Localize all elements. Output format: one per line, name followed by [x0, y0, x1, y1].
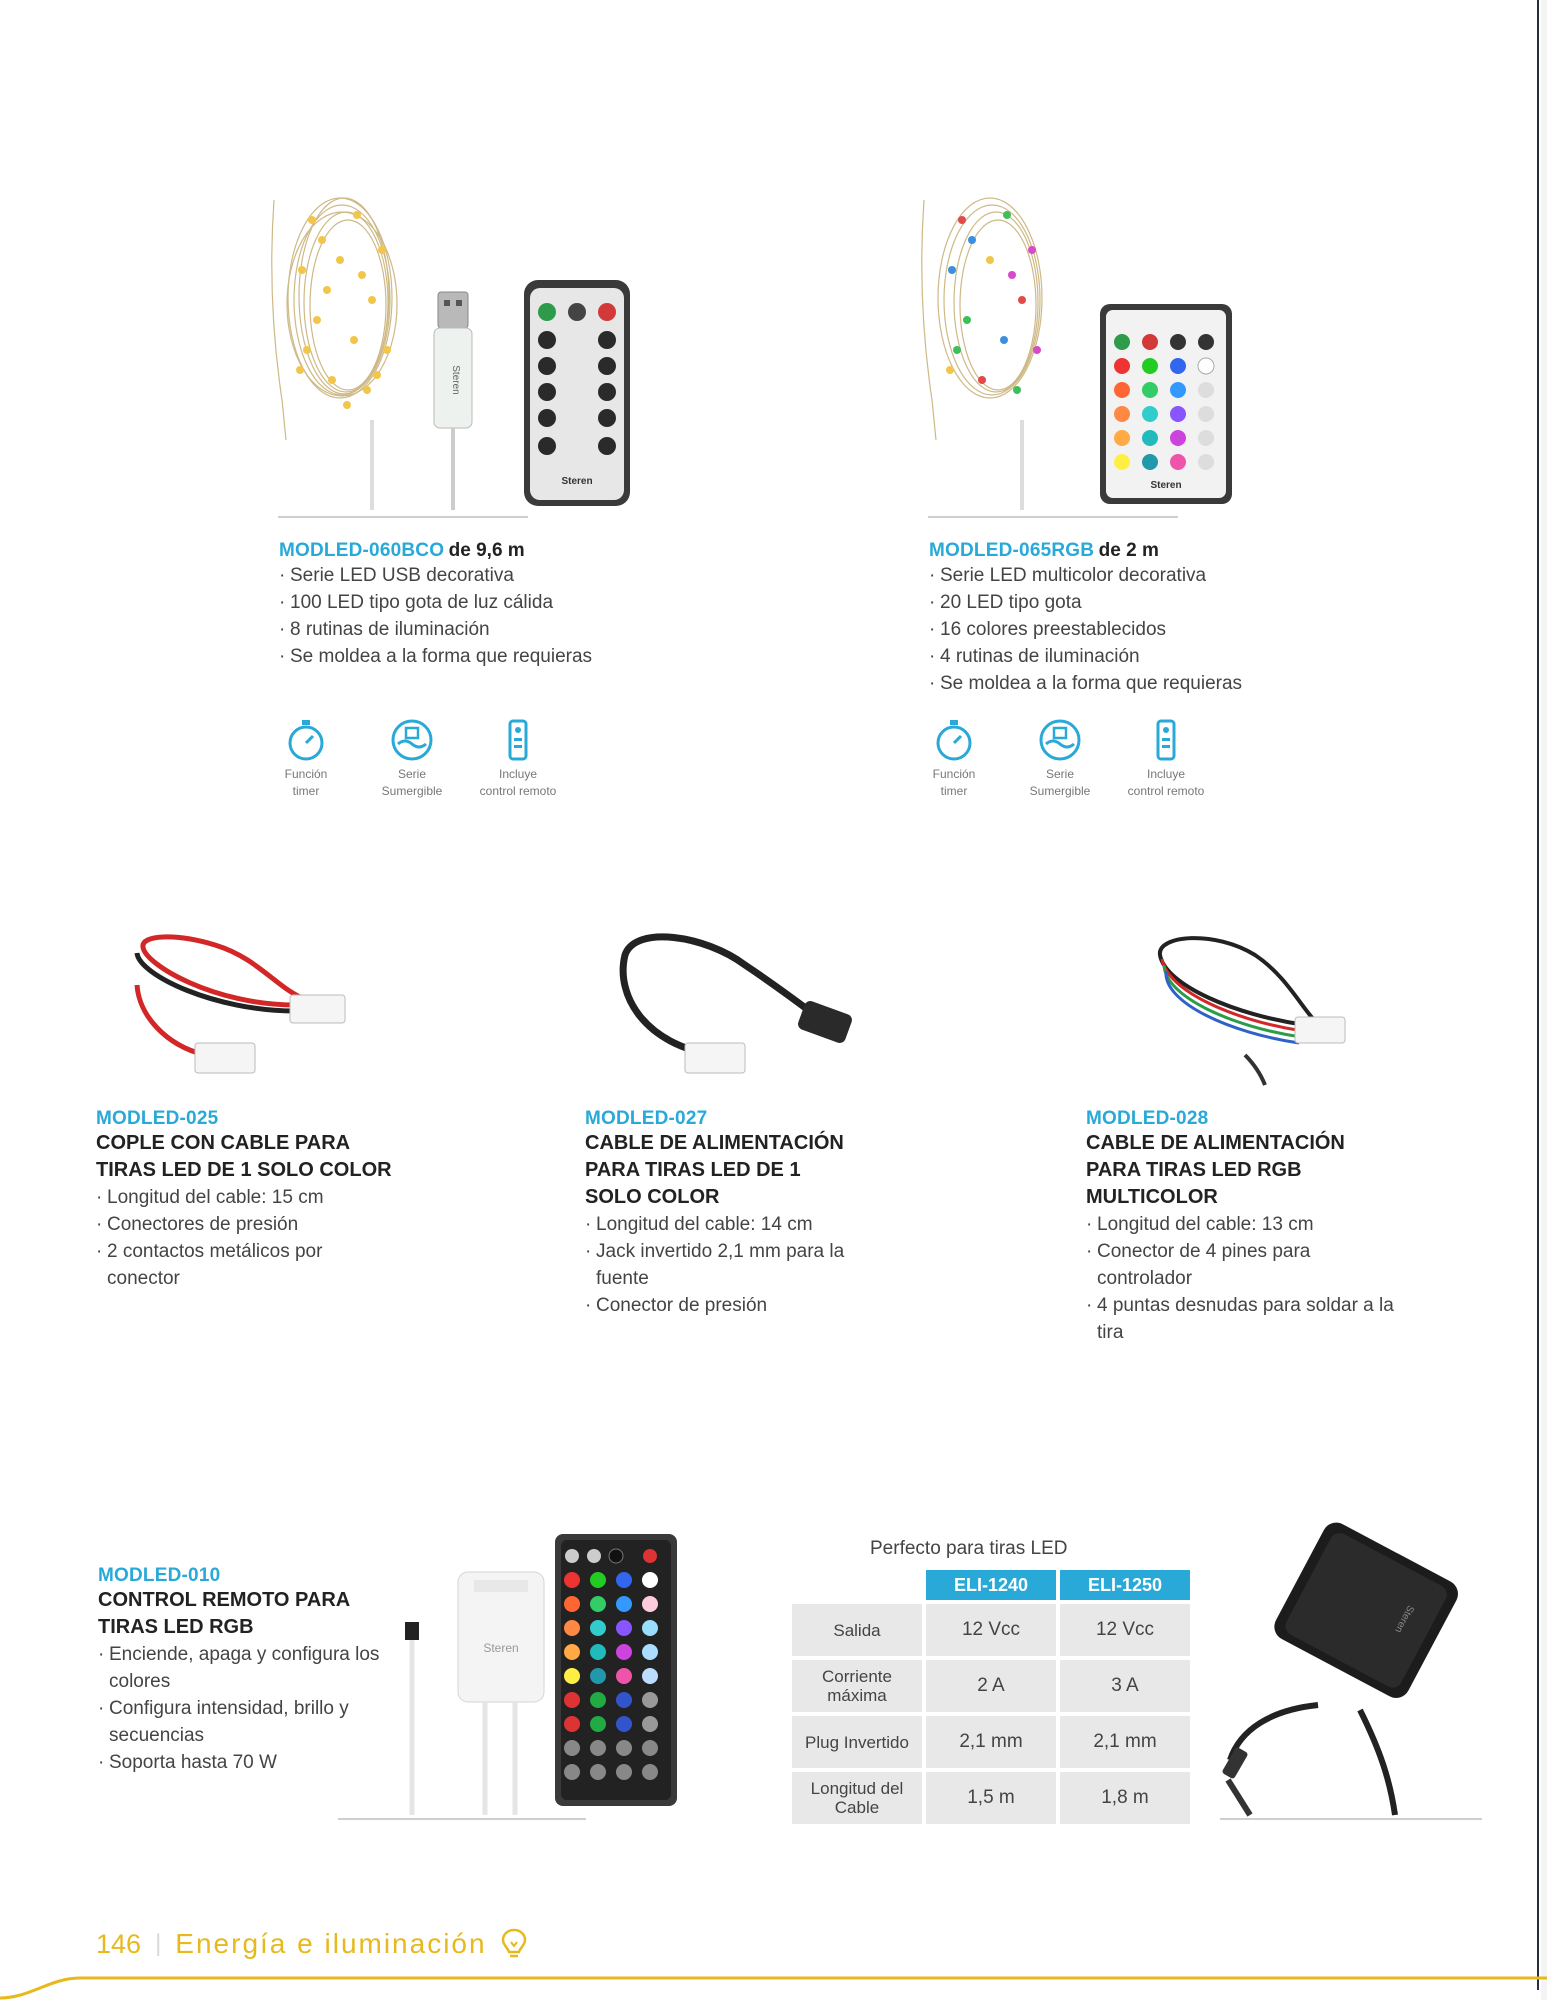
- footer-curve-line: [0, 1958, 1547, 2000]
- power-adapter-image: [1210, 1520, 1490, 1820]
- row-header: Salida: [792, 1604, 922, 1656]
- feature-item: · Longitud del cable: 14 cm: [585, 1211, 855, 1238]
- icon-label: Sumergible: [381, 784, 443, 798]
- product-title: COPLE CON CABLE PARA: [96, 1132, 351, 1154]
- image-baseline: [338, 1818, 586, 1820]
- product-modled-027: [585, 1108, 885, 1319]
- product-code: MODLED-027: [585, 1108, 708, 1129]
- led-string-rgb-image: [912, 180, 1242, 510]
- svg-text:Steren: Steren: [483, 1641, 519, 1655]
- feature-item: · 16 colores preestablecidos: [929, 616, 1242, 643]
- feature-item: · Serie LED multicolor decorativa: [929, 562, 1242, 589]
- feature-item: · 20 LED tipo gota: [929, 589, 1242, 616]
- product-modled-065rgb: [929, 540, 1242, 697]
- icon-label: control remoto: [1127, 784, 1205, 798]
- product-modled-025: [96, 1108, 426, 1292]
- icon-remote: [472, 718, 564, 800]
- product-title: CONTROL REMOTO PARA: [98, 1589, 351, 1611]
- feature-item: · Serie LED USB decorativa: [279, 562, 592, 589]
- feature-item: · Se moldea a la forma que requieras: [929, 670, 1242, 697]
- submersible-icon: [390, 718, 434, 762]
- table-row: [792, 1604, 1190, 1656]
- svg-text:Steren: Steren: [1150, 480, 1182, 491]
- timer-icon: [932, 718, 976, 762]
- product-code: MODLED-065RGB: [929, 540, 1095, 561]
- row-header: Plug Invertido: [792, 1716, 922, 1768]
- page-edge-line: [1537, 0, 1539, 1990]
- table-cell: 12 Vcc: [926, 1604, 1056, 1656]
- feature-item: · Configura intensidad, brillo y secuencias: [98, 1695, 383, 1749]
- table-row: [792, 1716, 1190, 1768]
- product-modled-028: [1086, 1108, 1416, 1346]
- spec-table: [788, 1566, 1194, 1828]
- lightbulb-icon: [501, 1928, 527, 1960]
- icon-timer: [908, 718, 1000, 800]
- table-cell: 12 Vcc: [1060, 1604, 1190, 1656]
- timer-icon: [284, 718, 328, 762]
- icon-label: Incluye: [1146, 767, 1186, 781]
- icon-timer: [260, 718, 352, 800]
- table-row: [792, 1772, 1190, 1824]
- feature-item: · 8 rutinas de iluminación: [279, 616, 592, 643]
- feature-list: [279, 562, 592, 670]
- feature-item: · 2 contactos metálicos por conector: [96, 1238, 326, 1292]
- table-row: [792, 1660, 1190, 1712]
- product-modled-010: [98, 1565, 398, 1776]
- product-length: de 2 m: [1098, 540, 1159, 561]
- svg-text:Steren: Steren: [561, 476, 593, 487]
- page-footer: [96, 1928, 527, 1960]
- section-title: Energía e iluminación: [175, 1928, 487, 1959]
- svg-text:Steren: Steren: [1392, 1603, 1416, 1635]
- product-code: MODLED-028: [1086, 1108, 1209, 1129]
- row-header: Corriente máxima: [792, 1660, 922, 1712]
- table-cell: 1,8 m: [1060, 1772, 1190, 1824]
- product-title: TIRAS LED RGB: [98, 1616, 254, 1638]
- image-baseline: [278, 516, 528, 518]
- row-header: Longitud del Cable: [792, 1772, 922, 1824]
- remote-icon: [1144, 718, 1188, 762]
- icon-label: Incluye: [498, 767, 538, 781]
- icon-label: Serie: [397, 767, 426, 781]
- rgb-cable-image: [1135, 925, 1375, 1095]
- column-header: ELI-1250: [1060, 1570, 1190, 1600]
- feature-item: · Enciende, apaga y configura los colores: [98, 1641, 383, 1695]
- image-baseline: [928, 516, 1178, 518]
- icon-label: timer: [940, 784, 968, 798]
- product-length: de 9,6 m: [448, 540, 525, 561]
- table-caption: Perfecto para tiras LED: [870, 1538, 1068, 1559]
- product-title: PARA TIRAS LED RGB: [1086, 1159, 1302, 1181]
- product-code: MODLED-025: [96, 1108, 219, 1129]
- submersible-icon: [1038, 718, 1082, 762]
- feature-item: · 4 rutinas de iluminación: [929, 643, 1242, 670]
- icon-label: control remoto: [479, 784, 557, 798]
- feature-icons: [260, 718, 564, 800]
- feature-list: [96, 1184, 326, 1292]
- image-baseline: [1220, 1818, 1482, 1820]
- feature-item: · Longitud del cable: 15 cm: [96, 1184, 326, 1211]
- product-code: MODLED-060BCO: [279, 540, 445, 561]
- feature-item: · Longitud del cable: 13 cm: [1086, 1211, 1396, 1238]
- product-title: CABLE DE ALIMENTACIÓN: [585, 1132, 844, 1154]
- feature-list: [1086, 1211, 1396, 1346]
- icon-submersible: [1014, 718, 1106, 800]
- icon-submersible: [366, 718, 458, 800]
- feature-item: · 100 LED tipo gota de luz cálida: [279, 589, 592, 616]
- product-modled-060bco: [279, 540, 592, 670]
- svg-text:Steren: Steren: [450, 365, 461, 395]
- product-title: CABLE DE ALIMENTACIÓN: [1086, 1132, 1345, 1154]
- product-title: PARA TIRAS LED DE 1: [585, 1159, 801, 1181]
- table-cell: 2,1 mm: [1060, 1716, 1190, 1768]
- feature-list: [585, 1211, 855, 1319]
- feature-item: · Se moldea a la forma que requieras: [279, 643, 592, 670]
- icon-label: Función: [932, 767, 976, 781]
- feature-list: [929, 562, 1242, 697]
- icon-label: Sumergible: [1029, 784, 1091, 798]
- feature-icons: [908, 718, 1212, 800]
- product-code: MODLED-010: [98, 1565, 221, 1586]
- led-string-warm-image: [262, 180, 642, 510]
- table-cell: 1,5 m: [926, 1772, 1056, 1824]
- feature-item: · Soporta hasta 70 W: [98, 1749, 383, 1776]
- table-cell: 2,1 mm: [926, 1716, 1056, 1768]
- icon-label: Serie: [1045, 767, 1074, 781]
- power-cable-image: [605, 925, 855, 1095]
- page-number: 146: [96, 1928, 142, 1959]
- feature-item: · 4 puntas desnudas para soldar a la tira: [1086, 1292, 1396, 1346]
- coupler-cable-image: [125, 925, 365, 1095]
- feature-item: · Conector de 4 pines para controlador: [1086, 1238, 1396, 1292]
- rgb-controller-image: [390, 1530, 690, 1820]
- footer-separator: |: [155, 1930, 162, 1957]
- table-header-row: [792, 1570, 1190, 1600]
- table-corner: [792, 1570, 922, 1600]
- table-cell: 3 A: [1060, 1660, 1190, 1712]
- icon-remote: [1120, 718, 1212, 800]
- feature-item: · Conectores de presión: [96, 1211, 326, 1238]
- product-title: TIRAS LED DE 1 SOLO COLOR: [96, 1159, 392, 1181]
- remote-icon: [496, 718, 540, 762]
- feature-item: · Jack invertido 2,1 mm para la fuente: [585, 1238, 855, 1292]
- icon-label: timer: [292, 784, 320, 798]
- product-title: SOLO COLOR: [585, 1186, 720, 1208]
- product-title: MULTICOLOR: [1086, 1186, 1218, 1208]
- feature-list: [98, 1641, 383, 1776]
- column-header: ELI-1240: [926, 1570, 1056, 1600]
- icon-label: Función: [284, 767, 328, 781]
- page-edge: [1541, 0, 1547, 2000]
- feature-item: · Conector de presión: [585, 1292, 855, 1319]
- table-cell: 2 A: [926, 1660, 1056, 1712]
